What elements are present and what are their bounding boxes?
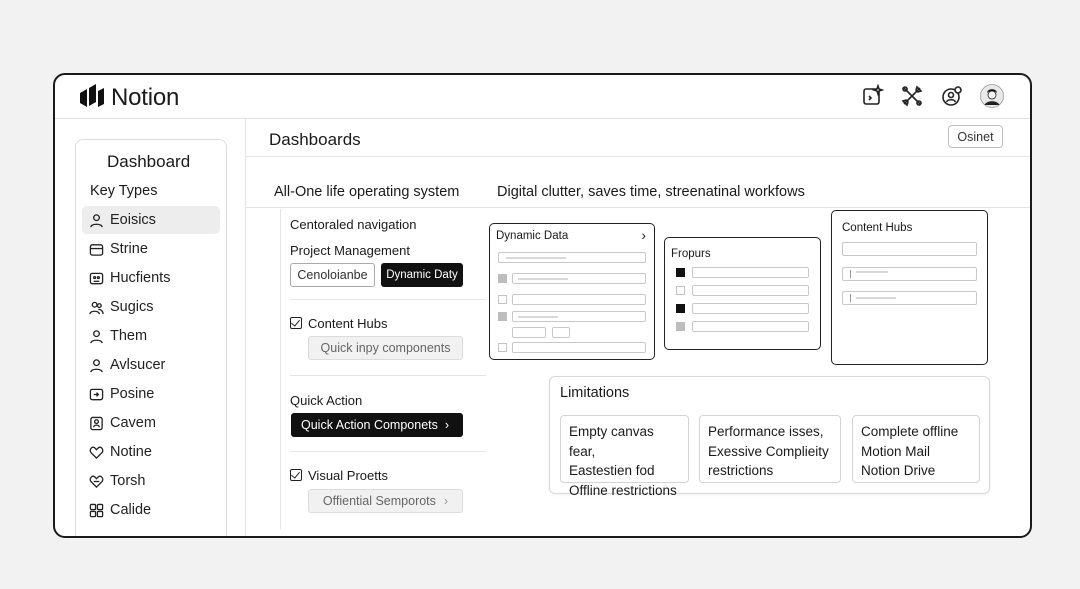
limitation-line: Motion Mail xyxy=(861,443,931,459)
limitation-line: Empty canvas fear, xyxy=(569,424,654,459)
tagline-left: All-One life operating system xyxy=(274,184,460,200)
sidebar-item-avlsucer[interactable] xyxy=(82,351,220,379)
row-checkbox[interactable] xyxy=(498,295,507,304)
users-icon xyxy=(89,300,104,315)
table-row xyxy=(692,285,809,296)
limitation-card[interactable] xyxy=(852,415,980,483)
avatar-icon[interactable] xyxy=(980,84,1004,108)
sidebar-title: Dashboard xyxy=(107,152,191,171)
dynamic-daty-button[interactable]: Dynamic Daty xyxy=(381,263,463,287)
section-divider xyxy=(290,299,486,300)
sidebar-item-calide[interactable] xyxy=(82,496,220,524)
row-checkbox[interactable] xyxy=(676,268,685,277)
sidebar-item-label: Notine xyxy=(110,444,152,460)
card-title: Dynamic Data xyxy=(496,230,569,242)
row-divider xyxy=(850,270,851,278)
tagline-right: Digital clutter, saves time, streenatinal workfows xyxy=(497,184,805,200)
limitation-line: Eastestien fod xyxy=(569,463,655,478)
sidebar-item-cavem[interactable] xyxy=(82,409,220,437)
page-title: Dashboards xyxy=(269,130,361,149)
row-checkbox[interactable] xyxy=(676,304,685,313)
sidebar-item-them[interactable] xyxy=(82,322,220,350)
app-window xyxy=(53,73,1032,538)
heart-icon xyxy=(89,445,104,460)
limitations-title: Limitations xyxy=(560,385,630,401)
section-divider xyxy=(290,375,486,376)
limitation-card[interactable] xyxy=(699,415,841,483)
sidebar-item-label: Calide xyxy=(110,502,152,518)
limitation-line: Notion Drive xyxy=(861,463,936,478)
dynamic-data-card[interactable] xyxy=(489,223,655,360)
row-placeholder xyxy=(856,271,888,273)
cenoloianbe-button[interactable]: Cenoloianbe xyxy=(290,263,375,287)
row-checkbox[interactable] xyxy=(498,343,507,352)
header-divider xyxy=(246,156,1030,157)
feature-column-divider xyxy=(280,209,281,529)
user-icon xyxy=(89,213,104,228)
sidebar-item-label: Avlsucer xyxy=(110,357,166,373)
sidebar-item-strine[interactable] xyxy=(82,235,220,263)
sidebar-item-sugics[interactable] xyxy=(82,293,220,321)
user-badge-icon[interactable] xyxy=(940,84,964,108)
limitation-line: restrictions xyxy=(708,463,774,478)
sidebar-item-label: Sugics xyxy=(110,299,154,315)
sidebar-item-notine[interactable] xyxy=(82,438,220,466)
sidebar-item-torsh[interactable] xyxy=(82,467,220,495)
limitations-panel xyxy=(549,376,990,498)
sparkle-edit-icon[interactable] xyxy=(861,84,885,108)
chevron-right-icon: › xyxy=(443,494,449,508)
sidebar-divider xyxy=(245,119,246,538)
osinet-button[interactable]: Osinet xyxy=(948,125,1003,148)
sidebar-item-posine[interactable] xyxy=(82,380,220,408)
content-hubs-card[interactable] xyxy=(831,210,988,365)
folder-plus-icon xyxy=(89,387,104,402)
sidebar-item-label: Posine xyxy=(110,386,155,402)
table-row xyxy=(692,321,809,332)
row-checkbox[interactable] xyxy=(676,286,685,295)
limitation-line: Complete offline xyxy=(861,424,959,439)
visual-projects-label[interactable] xyxy=(290,468,388,483)
section-divider xyxy=(290,451,486,452)
grid-icon xyxy=(89,503,104,518)
row-placeholder xyxy=(856,297,896,299)
table-row xyxy=(842,267,977,281)
contact-icon xyxy=(89,416,104,431)
sidebar-subtitle: Key Types xyxy=(90,183,158,199)
row-placeholder xyxy=(506,257,566,259)
folder-icon xyxy=(89,242,104,257)
sidebar-item-label: Eoisics xyxy=(110,212,156,228)
card-title: Content Hubs xyxy=(842,222,913,234)
content-hubs-text: Content Hubs xyxy=(308,316,388,331)
table-cell xyxy=(552,327,570,338)
table-row xyxy=(692,303,809,314)
id-card-icon xyxy=(89,271,104,286)
chevron-right-icon: › xyxy=(444,418,450,432)
quick-action-button[interactable] xyxy=(291,413,463,437)
table-row xyxy=(842,242,977,256)
sidebar-item-label: Torsh xyxy=(110,473,146,489)
row-placeholder xyxy=(518,278,568,280)
checkbox-icon xyxy=(290,469,302,481)
project-label: Project Management xyxy=(290,243,410,258)
sidebar-item-hucfients[interactable] xyxy=(82,264,220,292)
content-hubs-label[interactable] xyxy=(290,316,388,331)
props-card[interactable] xyxy=(664,237,821,350)
sidebar-item-label: Strine xyxy=(110,241,148,257)
card-title: Fropurs xyxy=(671,248,711,260)
limitation-line: Offline restrictions xyxy=(569,482,677,498)
notion-logo-icon xyxy=(77,83,105,111)
sidebar-item-label: Hucfients xyxy=(110,270,171,286)
quick-action-label: Quick Action xyxy=(290,393,363,408)
quick-components-button[interactable]: Quick inpy components xyxy=(308,336,463,360)
table-row xyxy=(512,342,646,353)
heart-chat-icon xyxy=(89,474,104,489)
chevron-right-icon[interactable]: › xyxy=(641,227,646,243)
row-checkbox[interactable] xyxy=(498,312,507,321)
sidebar-item-eoisics[interactable] xyxy=(82,206,220,234)
table-cell xyxy=(512,327,546,338)
nav-label: Centoraled navigation xyxy=(290,217,417,232)
quick-action-button-label: Quick Action Componets xyxy=(301,418,438,432)
limitation-line: Performance isses, xyxy=(708,424,824,439)
limitation-card[interactable] xyxy=(560,415,689,498)
checkbox-icon xyxy=(290,317,302,329)
top-bar xyxy=(55,75,1030,119)
row-checkbox[interactable] xyxy=(498,274,507,283)
row-divider xyxy=(850,294,851,302)
user-icon xyxy=(89,329,104,344)
sidebar xyxy=(75,139,227,538)
tagline-divider xyxy=(246,207,1030,208)
table-row xyxy=(692,267,809,278)
row-checkbox[interactable] xyxy=(676,322,685,331)
limitation-line: Exessive Complieity xyxy=(708,443,829,459)
app-brand: Notion xyxy=(111,84,180,111)
sidebar-item-label: Cavem xyxy=(110,415,156,431)
official-button-label: Offiential Semporots xyxy=(322,494,436,508)
user-icon xyxy=(89,358,104,373)
official-semporots-button[interactable] xyxy=(308,489,463,513)
table-row xyxy=(512,294,646,305)
row-placeholder xyxy=(518,316,558,318)
sidebar-item-label: Them xyxy=(110,328,148,344)
tools-icon[interactable] xyxy=(900,84,924,108)
visual-projects-text: Visual Proetts xyxy=(308,468,388,483)
